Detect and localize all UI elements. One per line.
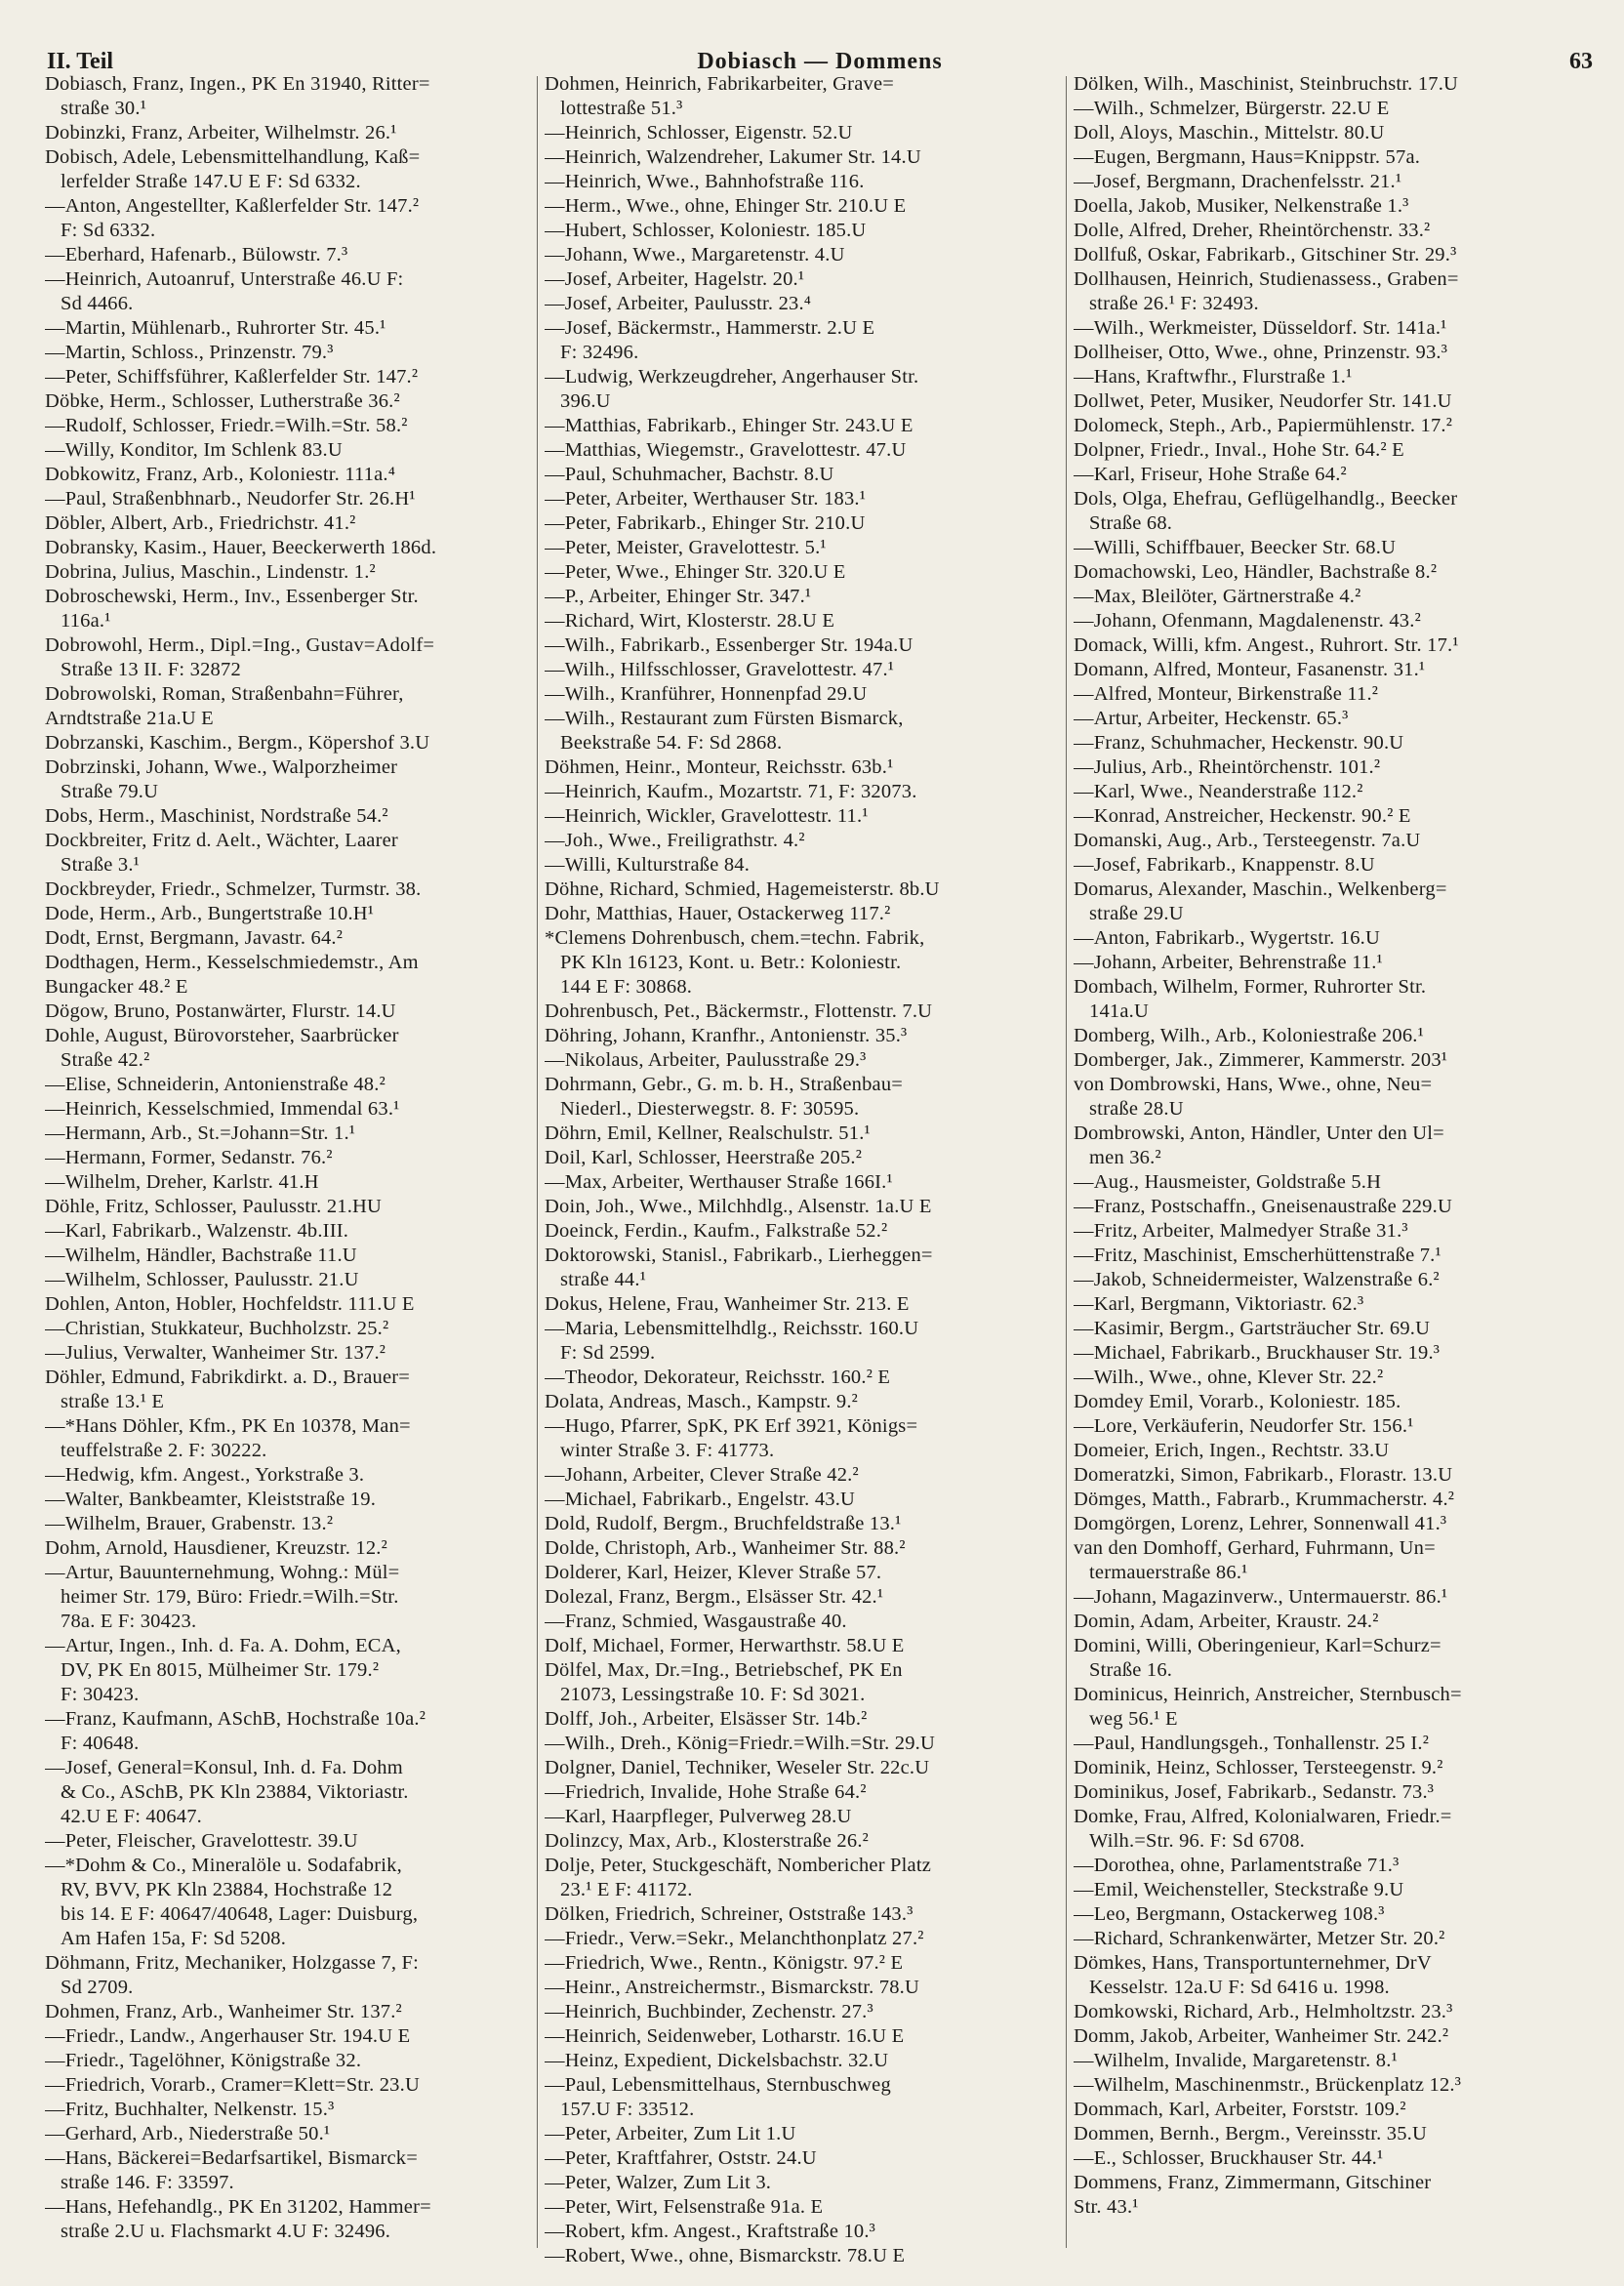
directory-entry-line: straße 13.¹ E <box>61 1391 165 1412</box>
directory-entry-line: Dohmen, Franz, Arb., Wanheimer Str. 137.² <box>45 2001 402 2022</box>
directory-entry-line: straße 26.¹ F: 32493. <box>1089 293 1259 314</box>
directory-entry-line: —Karl, Wwe., Neanderstraße 112.² <box>1074 781 1363 802</box>
directory-entry-line: Kesselstr. 12a.U F: Sd 6416 u. 1998. <box>1089 1977 1390 1998</box>
page-title: Dobiasch — Dommens <box>697 49 943 74</box>
directory-entry-line: —Peter, Fabrikarb., Ehinger Str. 210.U <box>545 512 866 534</box>
directory-entry-line: —Kasimir, Bergm., Gartsträucher Str. 69.U <box>1074 1318 1431 1339</box>
directory-entry-line: —Heinrich, Wwe., Bahnhofstraße 116. <box>545 171 865 192</box>
directory-entry-line: —Heinz, Expedient, Dickelsbachstr. 32.U <box>545 2050 889 2071</box>
directory-entry-line: Dolata, Andreas, Masch., Kampstr. 9.² <box>545 1391 858 1412</box>
directory-entry-line: Sd 4466. <box>61 293 134 314</box>
directory-entry-line: —Karl, Bergmann, Viktoriastr. 62.³ <box>1074 1293 1364 1315</box>
directory-entry-line: teuffelstraße 2. F: 30222. <box>61 1440 267 1461</box>
directory-entry-line: —Artur, Arbeiter, Heckenstr. 65.³ <box>1074 708 1349 729</box>
directory-entry-line: Dominicus, Heinrich, Anstreicher, Sternbusch= <box>1074 1684 1462 1705</box>
directory-entry-line: —Joh., Wwe., Freiligrathstr. 4.² <box>545 830 805 851</box>
directory-entry-line: Domkowski, Richard, Arb., Helmholtzstr. 23.³ <box>1074 2001 1453 2022</box>
directory-entry-line: —Karl, Haarpfleger, Pulverweg 28.U <box>545 1806 852 1827</box>
directory-entry-line: Dohrmann, Gebr., G. m. b. H., Straßenbau= <box>545 1074 904 1095</box>
directory-entry-line: 21073, Lessingstraße 10. F: Sd 3021. <box>560 1684 866 1705</box>
directory-entry-line: —Konrad, Anstreicher, Heckenstr. 90.² E <box>1074 805 1411 827</box>
directory-entry-line: —Nikolaus, Arbeiter, Paulusstraße 29.³ <box>545 1049 867 1071</box>
directory-entry-line: lerfelder Straße 147.U E F: Sd 6332. <box>61 171 361 192</box>
directory-entry-line: Domberger, Jak., Zimmerer, Kammerstr. 203¹ <box>1074 1049 1448 1071</box>
directory-entry-line: —Peter, Wirt, Felsenstraße 91a. E <box>545 2196 824 2218</box>
directory-entry-line: —Wilh., Wwe., ohne, Klever Str. 22.² <box>1074 1367 1384 1388</box>
directory-entry-line: Dominikus, Josef, Fabrikarb., Sedanstr. 73.³ <box>1074 1781 1435 1803</box>
directory-entry-line: Döhmen, Heinr., Monteur, Reichsstr. 63b.¹ <box>545 756 894 778</box>
directory-entry-line: —Josef, Arbeiter, Paulusstr. 23.⁴ <box>545 293 812 314</box>
directory-entry-line: —Artur, Ingen., Inh. d. Fa. A. Dohm, ECA, <box>45 1635 401 1656</box>
directory-entry-line: —Hugo, Pfarrer, SpK, PK Erf 3921, Königs= <box>545 1415 918 1437</box>
directory-entry-line: Dölfel, Max, Dr.=Ing., Betriebschef, PK En <box>545 1659 903 1681</box>
directory-entry-line: Doil, Karl, Schlosser, Heerstraße 205.² <box>545 1147 863 1168</box>
directory-entry-line: —Heinrich, Buchbinder, Zechenstr. 27.³ <box>545 2001 873 2022</box>
directory-entry-line: —Paul, Lebensmittelhaus, Sternbuschweg <box>545 2074 891 2096</box>
directory-entry-line: Dolezal, Franz, Bergm., Elsässer Str. 42.¹ <box>545 1586 884 1608</box>
directory-entry-line: —Friedrich, Invalide, Hohe Straße 64.² <box>545 1781 867 1803</box>
directory-entry-line: 42.U E F: 40647. <box>61 1806 202 1827</box>
directory-entry-line: Domini, Willi, Oberingenieur, Karl=Schurz= <box>1074 1635 1441 1656</box>
directory-entry-line: Wilh.=Str. 96. F: Sd 6708. <box>1089 1830 1305 1852</box>
directory-entry-line: —Martin, Schloss., Prinzenstr. 79.³ <box>45 342 334 363</box>
directory-entry-line: Dombach, Wilhelm, Former, Ruhrorter Str. <box>1074 976 1427 998</box>
directory-entry-line: —Peter, Fleischer, Gravelottestr. 39.U <box>45 1830 358 1852</box>
directory-entry-line: Dollfuß, Oskar, Fabrikarb., Gitschiner Str. 29.³ <box>1074 244 1457 265</box>
directory-entry-line: van den Domhoff, Gerhard, Fuhrmann, Un= <box>1074 1537 1436 1559</box>
directory-entry-line: —Dorothea, ohne, Parlamentstraße 71.³ <box>1074 1855 1400 1876</box>
directory-entry-line: Dohm, Arnold, Hausdiener, Kreuzstr. 12.² <box>45 1537 387 1559</box>
directory-entry-line: —Friedr., Tagelöhner, Königstraße 32. <box>45 2050 362 2071</box>
directory-entry-line: Dobrzinski, Johann, Wwe., Walporzheimer <box>45 756 398 778</box>
directory-entry-line: —Paul, Schuhmacher, Bachstr. 8.U <box>545 464 834 485</box>
directory-entry-line: Bungacker 48.² E <box>45 976 188 998</box>
directory-entry-line: von Dombrowski, Hans, Wwe., ohne, Neu= <box>1074 1074 1433 1095</box>
directory-entry-line: Dobrowohl, Herm., Dipl.=Ing., Gustav=Adolf= <box>45 634 435 656</box>
directory-entry-line: —Franz, Schmied, Wasgaustraße 40. <box>545 1611 847 1632</box>
directory-entry-line: —Peter, Arbeiter, Zum Lit 1.U <box>545 2123 796 2144</box>
directory-entry-line: Dolinzcy, Max, Arb., Klosterstraße 26.² <box>545 1830 870 1852</box>
directory-entry-line: —Hedwig, kfm. Angest., Yorkstraße 3. <box>45 1464 365 1486</box>
directory-entry-line: straße 28.U <box>1089 1098 1184 1120</box>
directory-entry-line: Dommen, Bernh., Bergm., Vereinsstr. 35.U <box>1074 2123 1427 2144</box>
directory-entry-line: —Friedr., Verw.=Sekr., Melanchthonplatz 27.² <box>545 1928 924 1949</box>
directory-entry-line: —Peter, Kraftfahrer, Oststr. 24.U <box>545 2147 817 2169</box>
directory-entry-line: Dold, Rudolf, Bergm., Bruchfeldstraße 13.¹ <box>545 1513 902 1534</box>
directory-entry-line: Dögow, Bruno, Postanwärter, Flurstr. 14.U <box>45 1000 396 1022</box>
directory-entry-line: —Lore, Verkäuferin, Neudorfer Str. 156.¹ <box>1074 1415 1414 1437</box>
directory-entry-line: Arndtstraße 21a.U E <box>45 708 214 729</box>
directory-entry-line: Dommach, Karl, Arbeiter, Forststr. 109.² <box>1074 2099 1406 2120</box>
directory-entry-line: Dobinzki, Franz, Arbeiter, Wilhelmstr. 26.¹ <box>45 122 397 143</box>
directory-entry-line: Domke, Frau, Alfred, Kolonialwaren, Friedr.= <box>1074 1806 1452 1827</box>
directory-entry-line: Doella, Jakob, Musiker, Nelkenstraße 1.³ <box>1074 195 1409 217</box>
directory-entry-line: Dömkes, Hans, Transportunternehmer, DrV <box>1074 1952 1432 1974</box>
directory-entry-line: —Josef, Fabrikarb., Knappenstr. 8.U <box>1074 854 1375 876</box>
directory-entry-line: —Julius, Arb., Rheintörchenstr. 101.² <box>1074 756 1381 778</box>
directory-entry-line: Dobransky, Kasim., Hauer, Beeckerwerth 186d. <box>45 537 437 558</box>
directory-entry-line: —Heinrich, Autoanruf, Unterstraße 46.U F: <box>45 268 404 290</box>
directory-entry-line: Domachowski, Leo, Händler, Bachstraße 8.² <box>1074 561 1438 583</box>
directory-entry-line: Domanski, Aug., Arb., Tersteegenstr. 7a.U <box>1074 830 1421 851</box>
directory-entry-line: —Franz, Kaufmann, ASchB, Hochstraße 10a.² <box>45 1708 426 1730</box>
directory-entry-line: straße 30.¹ <box>61 98 147 119</box>
directory-entry-line: straße 44.¹ <box>560 1269 647 1290</box>
directory-column-2 <box>545 72 1064 2268</box>
directory-entry-line: —Heinrich, Kaufm., Mozartstr. 71, F: 32073. <box>545 781 917 802</box>
directory-entry-line: 23.¹ E F: 41172. <box>560 1879 693 1900</box>
section-label: II. Teil <box>47 49 114 74</box>
directory-entry-line: Dolf, Michael, Former, Herwarthstr. 58.U E <box>545 1635 905 1656</box>
directory-entry-line: Dockbreyder, Friedr., Schmelzer, Turmstr. 38. <box>45 878 422 900</box>
directory-entry-line: Döhring, Johann, Kranfhr., Antonienstr. 35.³ <box>545 1025 908 1046</box>
directory-entry-line: Domann, Alfred, Monteur, Fasanenstr. 31.¹ <box>1074 659 1426 680</box>
directory-entry-line: —Wilhelm, Brauer, Grabenstr. 13.² <box>45 1513 334 1534</box>
directory-entry-line: —Gerhard, Arb., Niederstraße 50.¹ <box>45 2123 331 2144</box>
directory-entry-line: —Hans, Kraftwfhr., Flurstraße 1.¹ <box>1074 366 1353 388</box>
directory-entry-line: Str. 43.¹ <box>1074 2196 1139 2218</box>
directory-entry-line: —Michael, Fabrikarb., Engelstr. 43.U <box>545 1489 856 1510</box>
directory-entry-line: —Alfred, Monteur, Birkenstraße 11.² <box>1074 683 1379 705</box>
directory-entry-line: —Johann, Wwe., Margaretenstr. 4.U <box>545 244 845 265</box>
directory-entry-line: Dobroschewski, Herm., Inv., Essenberger Str. <box>45 586 419 607</box>
directory-entry-line: —Wilh., Kranführer, Honnenpfad 29.U <box>545 683 868 705</box>
directory-entry-line: Döhle, Fritz, Schlosser, Paulusstr. 21.HU <box>45 1196 383 1217</box>
directory-entry-line: —Matthias, Fabrikarb., Ehinger Str. 243.U E <box>545 415 914 436</box>
directory-entry-line: —Peter, Schiffsführer, Kaßlerfelder Str. 147.² <box>45 366 419 388</box>
directory-entry-line: —Wilh., Hilfsschlosser, Gravelottestr. 47.¹ <box>545 659 895 680</box>
directory-entry-line: termauerstraße 86.¹ <box>1089 1562 1248 1583</box>
directory-entry-line: —Peter, Arbeiter, Werthauser Str. 183.¹ <box>545 488 867 510</box>
directory-entry-line: —Karl, Friseur, Hohe Straße 64.² <box>1074 464 1347 485</box>
directory-entry-line: —Rudolf, Schlosser, Friedr.=Wilh.=Str. 58.² <box>45 415 408 436</box>
directory-entry-line: Dollheiser, Otto, Wwe., ohne, Prinzenstr. 93.³ <box>1074 342 1448 363</box>
directory-entry-line: —Max, Bleilöter, Gärtnerstraße 4.² <box>1074 586 1361 607</box>
directory-entry-line: —Wilhelm, Händler, Bachstraße 11.U <box>45 1245 357 1266</box>
directory-entry-line: —Peter, Wwe., Ehinger Str. 320.U E <box>545 561 846 583</box>
directory-entry-line: —Johann, Ofenmann, Magdalenenstr. 43.² <box>1074 610 1421 632</box>
directory-entry-line: Doin, Joh., Wwe., Milchhdlg., Alsenstr. 1a.U E <box>545 1196 932 1217</box>
directory-entry-line: —Christian, Stukkateur, Buchholzstr. 25.² <box>45 1318 389 1339</box>
directory-entry-line: straße 2.U u. Flachsmarkt 4.U F: 32496. <box>61 2221 391 2242</box>
directory-entry-line: —Josef, Bäckermstr., Hammerstr. 2.U E <box>545 317 875 339</box>
directory-entry-line: Döhler, Edmund, Fabrikdirkt. a. D., Brauer= <box>45 1367 411 1388</box>
directory-entry-line: —Johann, Magazinverw., Untermauerstr. 86.¹ <box>1074 1586 1448 1608</box>
directory-entry-line: Dohmen, Heinrich, Fabrikarbeiter, Grave= <box>545 73 895 95</box>
directory-entry-line: —Hermann, Arb., St.=Johann=Str. 1.¹ <box>45 1123 356 1144</box>
directory-entry-line: 78a. E F: 30423. <box>61 1611 197 1632</box>
directory-entry-line: lottestraße 51.³ <box>560 98 683 119</box>
directory-entry-line: Döhrn, Emil, Kellner, Realschulstr. 51.¹ <box>545 1123 871 1144</box>
directory-entry-line: —Heinrich, Wickler, Gravelottestr. 11.¹ <box>545 805 869 827</box>
directory-entry-line: —Wilh., Fabrikarb., Essenberger Str. 194a.U <box>545 634 914 656</box>
directory-entry-line: Dohle, August, Bürovorsteher, Saarbrücker <box>45 1025 399 1046</box>
directory-entry-line: —Heinrich, Kesselschmied, Immendal 63.¹ <box>45 1098 400 1120</box>
directory-entry-line: & Co., ASchB, PK Kln 23884, Viktoriastr. <box>61 1781 409 1803</box>
directory-entry-line: bis 14. E F: 40647/40648, Lager: Duisburg, <box>61 1903 419 1925</box>
directory-entry-line: Döhne, Richard, Schmied, Hagemeisterstr. 8b.U <box>545 878 940 900</box>
directory-entry-line: Döbke, Herm., Schlosser, Lutherstraße 36.² <box>45 390 400 412</box>
directory-entry-line: —Anton, Fabrikarb., Wygertstr. 16.U <box>1074 927 1380 949</box>
directory-entry-line: —Heinrich, Walzendreher, Lakumer Str. 14.U <box>545 146 921 168</box>
directory-entry-line: Dolpner, Friedr., Inval., Hohe Str. 64.² E <box>1074 439 1404 461</box>
directory-entry-line: DV, PK En 8015, Mülheimer Str. 179.² <box>61 1659 380 1681</box>
directory-entry-line: —Franz, Postschaffn., Gneisenaustraße 229.U <box>1074 1196 1452 1217</box>
directory-entry-line: —Wilh., Schmelzer, Bürgerstr. 22.U E <box>1074 98 1390 119</box>
directory-entry-line: Dobrina, Julius, Maschin., Lindenstr. 1.² <box>45 561 376 583</box>
directory-entry-line: —Fritz, Maschinist, Emscherhüttenstraße 7.¹ <box>1074 1245 1441 1266</box>
directory-entry-line: —Herm., Wwe., ohne, Ehinger Str. 210.U E <box>545 195 907 217</box>
directory-entry-line: —Julius, Verwalter, Wanheimer Str. 137.² <box>45 1342 386 1364</box>
directory-entry-line: —Walter, Bankbeamter, Kleiststraße 19. <box>45 1489 377 1510</box>
directory-entry-line: 141a.U <box>1089 1000 1149 1022</box>
directory-entry-line: Dodt, Ernst, Bergmann, Javastr. 64.² <box>45 927 344 949</box>
directory-entry-line: Straße 79.U <box>61 781 159 802</box>
directory-entry-line: Dömges, Matth., Fabrarb., Krummacherstr. 4.² <box>1074 1489 1455 1510</box>
directory-entry-line: —Friedrich, Wwe., Rentn., Königstr. 97.² E <box>545 1952 904 1974</box>
directory-entry-line: Dockbreiter, Fritz d. Aelt., Wächter, Laarer <box>45 830 398 851</box>
directory-entry-line: Dolderer, Karl, Heizer, Klever Straße 57. <box>545 1562 882 1583</box>
directory-entry-line: Dobisch, Adele, Lebensmittelhandlung, Kaß= <box>45 146 421 168</box>
directory-entry-line: F: 32496. <box>560 342 639 363</box>
directory-entry-line: F: 40648. <box>61 1733 140 1754</box>
directory-entry-line: —Eugen, Bergmann, Haus=Knippstr. 57a. <box>1074 146 1421 168</box>
directory-entry-line: Dominik, Heinz, Schlosser, Tersteegenstr. 9.² <box>1074 1757 1443 1778</box>
directory-entry-line: —Leo, Bergmann, Ostackerweg 108.³ <box>1074 1903 1385 1925</box>
directory-entry-line: Dodthagen, Herm., Kesselschmiedemstr., Am <box>45 952 419 973</box>
directory-entry-line: Dolle, Alfred, Dreher, Rheintörchenstr. 33.² <box>1074 220 1431 241</box>
directory-entry-line: Dobiasch, Franz, Ingen., PK En 31940, Ritter= <box>45 73 430 95</box>
directory-entry-line: F: Sd 6332. <box>61 220 156 241</box>
directory-entry-line: Dols, Olga, Ehefrau, Geflügelhandlg., Beecker <box>1074 488 1458 510</box>
directory-entry-line: 144 E F: 30868. <box>560 976 693 998</box>
directory-entry-line: Dölken, Wilh., Maschinist, Steinbruchstr. 17.U <box>1074 73 1459 95</box>
directory-entry-line: —Wilhelm, Invalide, Margaretenstr. 8.¹ <box>1074 2050 1398 2071</box>
directory-entry-line: Dokus, Helene, Frau, Wanheimer Str. 213. E <box>545 1293 910 1315</box>
directory-entry-line: —Willi, Schiffbauer, Beecker Str. 68.U <box>1074 537 1397 558</box>
directory-entry-line: straße 29.U <box>1089 903 1184 924</box>
directory-entry-line: Dombrowski, Anton, Händler, Unter den Ul= <box>1074 1123 1444 1144</box>
directory-entry-line: heimer Str. 179, Büro: Friedr.=Wilh.=Str. <box>61 1586 399 1608</box>
directory-entry-line: —Wilhelm, Schlosser, Paulusstr. 21.U <box>45 1269 359 1290</box>
directory-entry-line: Straße 68. <box>1089 512 1173 534</box>
directory-entry-line: Dölken, Friedrich, Schreiner, Oststraße 143.³ <box>545 1903 914 1925</box>
directory-entry-line: —Richard, Schrankenwärter, Metzer Str. 20.² <box>1074 1928 1445 1949</box>
directory-entry-line: —Friedr., Landw., Angerhauser Str. 194.U E <box>45 2025 411 2047</box>
directory-entry-line: —Peter, Walzer, Zum Lit 3. <box>545 2172 772 2193</box>
directory-entry-line: —Wilhelm, Dreher, Karlstr. 41.H <box>45 1171 319 1193</box>
directory-entry-line: —Friedrich, Vorarb., Cramer=Klett=Str. 23.U <box>45 2074 420 2096</box>
directory-entry-line: winter Straße 3. F: 41773. <box>560 1440 775 1461</box>
directory-entry-line: Dobrzanski, Kaschim., Bergm., Köpershof 3.U <box>45 732 430 754</box>
directory-entry-line: straße 146. F: 33597. <box>61 2172 234 2193</box>
directory-entry-line: Straße 42.² <box>61 1049 150 1071</box>
directory-entry-line: Doll, Aloys, Maschin., Mittelstr. 80.U <box>1074 122 1385 143</box>
directory-entry-line: Dobkowitz, Franz, Arb., Koloniestr. 111a.⁴ <box>45 464 396 485</box>
directory-entry-line: Dollhausen, Heinrich, Studienassess., Graben= <box>1074 268 1459 290</box>
directory-entry-line: —Peter, Meister, Gravelottestr. 5.¹ <box>545 537 827 558</box>
directory-entry-line: F: 30423. <box>61 1684 140 1705</box>
directory-entry-line: —Paul, Handlungsgeh., Tonhallenstr. 25 I.² <box>1074 1733 1430 1754</box>
directory-entry-line: Domgörgen, Lorenz, Lehrer, Sonnenwall 41.³ <box>1074 1513 1447 1534</box>
directory-entry-line: Domberg, Wilh., Arb., Koloniestraße 206.¹ <box>1074 1025 1424 1046</box>
directory-entry-line: Sd 2709. <box>61 1977 134 1998</box>
directory-entry-line: —Heinr., Anstreichermstr., Bismarckstr. 78.U <box>545 1977 920 1998</box>
directory-entry-line: Dolff, Joh., Arbeiter, Elsässer Str. 14b.² <box>545 1708 868 1730</box>
directory-entry-line: Straße 16. <box>1089 1659 1173 1681</box>
directory-entry-line: Beekstraße 54. F: Sd 2868. <box>560 732 783 754</box>
directory-entry-line: —Aug., Hausmeister, Goldstraße 5.H <box>1074 1171 1382 1193</box>
directory-entry-line: —Elise, Schneiderin, Antonienstraße 48.² <box>45 1074 386 1095</box>
directory-entry-line: —Eberhard, Hafenarb., Bülowstr. 7.³ <box>45 244 348 265</box>
directory-entry-line: Dode, Herm., Arb., Bungertstraße 10.H¹ <box>45 903 375 924</box>
directory-entry-line: —Fritz, Buchhalter, Nelkenstr. 15.³ <box>45 2099 335 2120</box>
directory-entry-line: Domeier, Erich, Ingen., Rechtstr. 33.U <box>1074 1440 1390 1461</box>
directory-entry-line: —Willi, Kulturstraße 84. <box>545 854 751 876</box>
directory-entry-line: Straße 13 II. F: 32872 <box>61 659 241 680</box>
directory-entry-line: PK Kln 16123, Kont. u. Betr.: Koloniestr. <box>560 952 902 973</box>
column-divider <box>1066 76 1067 2248</box>
directory-entry-line: —Wilh., Werkmeister, Düsseldorf. Str. 141a.¹ <box>1074 317 1447 339</box>
directory-entry-line: —Hans, Bäckerei=Bedarfsartikel, Bismarck= <box>45 2147 418 2169</box>
directory-entry-line: —P., Arbeiter, Ehinger Str. 347.¹ <box>545 586 812 607</box>
directory-entry-line: F: Sd 2599. <box>560 1342 656 1364</box>
directory-entry-line: Domm, Jakob, Arbeiter, Wanheimer Str. 242.² <box>1074 2025 1449 2047</box>
directory-entry-line: —*Dohm & Co., Mineralöle u. Sodafabrik, <box>45 1855 402 1876</box>
directory-entry-line: Dolomeck, Steph., Arb., Papiermühlenstr. 17.² <box>1074 415 1453 436</box>
directory-entry-line: —Heinrich, Schlosser, Eigenstr. 52.U <box>545 122 853 143</box>
directory-column-3 <box>1074 72 1593 2220</box>
directory-entry-line: Domdey Emil, Vorarb., Koloniestr. 185. <box>1074 1391 1401 1412</box>
directory-entry-line: 157.U F: 33512. <box>560 2099 695 2120</box>
directory-entry-line: Dobs, Herm., Maschinist, Nordstraße 54.² <box>45 805 388 827</box>
directory-entry-line: —Wilh., Dreh., König=Friedr.=Wilh.=Str. 29.U <box>545 1733 935 1754</box>
directory-entry-line: —E., Schlosser, Bruckhauser Str. 44.¹ <box>1074 2147 1384 2169</box>
directory-entry-line: —Michael, Fabrikarb., Bruckhauser Str. 19.³ <box>1074 1342 1441 1364</box>
directory-entry-line: —Karl, Fabrikarb., Walzenstr. 4b.III. <box>45 1220 349 1242</box>
directory-entry-line: Dolde, Christoph, Arb., Wanheimer Str. 88.² <box>545 1537 906 1559</box>
directory-entry-line: —Martin, Mühlenarb., Ruhrorter Str. 45.¹ <box>45 317 386 339</box>
directory-entry-line: Döbler, Albert, Arb., Friedrichstr. 41.² <box>45 512 356 534</box>
directory-entry-line: Domack, Willi, kfm. Angest., Ruhrort. Str. 17.¹ <box>1074 634 1459 656</box>
directory-entry-line: Dommens, Franz, Zimmermann, Gitschiner <box>1074 2172 1432 2193</box>
directory-entry-line: —Paul, Straßenbhnarb., Neudorfer Str. 26.H¹ <box>45 488 416 510</box>
directory-entry-line: —Heinrich, Seidenweber, Lotharstr. 16.U E <box>545 2025 905 2047</box>
directory-entry-line: Domin, Adam, Arbeiter, Kraustr. 24.² <box>1074 1611 1379 1632</box>
directory-entry-line: —Franz, Schuhmacher, Heckenstr. 90.U <box>1074 732 1404 754</box>
directory-entry-line: Döhmann, Fritz, Mechaniker, Holzgasse 7, F: <box>45 1952 419 1974</box>
directory-entry-line: —Johann, Arbeiter, Clever Straße 42.² <box>545 1464 859 1486</box>
directory-entry-line: —Maria, Lebensmittelhdlg., Reichsstr. 160.U <box>545 1318 919 1339</box>
directory-entry-line: —Jakob, Schneidermeister, Walzenstraße 6.² <box>1074 1269 1440 1290</box>
directory-entry-line: —Johann, Arbeiter, Behrenstraße 11.¹ <box>1074 952 1383 973</box>
directory-entry-line: Dollwet, Peter, Musiker, Neudorfer Str. 141.U <box>1074 390 1452 412</box>
directory-entry-line: —Emil, Weichensteller, Steckstraße 9.U <box>1074 1879 1404 1900</box>
directory-entry-line: Doeinck, Ferdin., Kaufm., Falkstraße 52.² <box>545 1220 888 1242</box>
directory-entry-line: —Hermann, Former, Sedanstr. 76.² <box>45 1147 333 1168</box>
directory-entry-line: Dohr, Matthias, Hauer, Ostackerweg 117.² <box>545 903 891 924</box>
directory-entry-line: —Josef, General=Konsul, Inh. d. Fa. Dohm <box>45 1757 403 1778</box>
directory-entry-line: Domeratzki, Simon, Fabrikarb., Florastr. 13.U <box>1074 1464 1453 1486</box>
directory-entry-line: —Hubert, Schlosser, Koloniestr. 185.U <box>545 220 867 241</box>
directory-entry-line: —Robert, Wwe., ohne, Bismarckstr. 78.U E <box>545 2245 906 2266</box>
directory-entry-line: Dobrowolski, Roman, Straßenbahn=Führer, <box>45 683 404 705</box>
directory-entry-line: —Max, Arbeiter, Werthauser Straße 166I.¹ <box>545 1171 893 1193</box>
directory-entry-line: —Ludwig, Werkzeugdreher, Angerhauser Str. <box>545 366 919 388</box>
directory-entry-line: Dohlen, Anton, Hobler, Hochfeldstr. 111.U E <box>45 1293 415 1315</box>
directory-entry-line: Dolgner, Daniel, Techniker, Weseler Str. 22c.U <box>545 1757 930 1778</box>
directory-entry-line: —Willy, Konditor, Im Schlenk 83.U <box>45 439 343 461</box>
page-number: 63 <box>1569 49 1593 74</box>
directory-entry-line: Niederl., Diesterwegstr. 8. F: 30595. <box>560 1098 860 1120</box>
directory-entry-line: —Artur, Bauunternehmung, Wohng.: Mül= <box>45 1562 400 1583</box>
directory-entry-line: —Wilh., Restaurant zum Fürsten Bismarck, <box>545 708 904 729</box>
directory-entry-line: —Matthias, Wiegemstr., Gravelottestr. 47.U <box>545 439 907 461</box>
directory-entry-line: —Richard, Wirt, Klosterstr. 28.U E <box>545 610 835 632</box>
directory-entry-line: 396.U <box>560 390 611 412</box>
directory-entry-line: —Theodor, Dekorateur, Reichsstr. 160.² E <box>545 1367 891 1388</box>
directory-column-1 <box>45 72 564 2244</box>
directory-entry-line: Doktorowski, Stanisl., Fabrikarb., Lierheggen= <box>545 1245 933 1266</box>
directory-entry-line: —Robert, kfm. Angest., Kraftstraße 10.³ <box>545 2221 876 2242</box>
directory-entry-line: —Wilhelm, Maschinenmstr., Brückenplatz 12.³ <box>1074 2074 1462 2096</box>
directory-entry-line: Am Hafen 15a, F: Sd 5208. <box>61 1928 287 1949</box>
directory-entry-line: Dolje, Peter, Stuckgeschäft, Nombericher Platz <box>545 1855 932 1876</box>
directory-entry-line: weg 56.¹ E <box>1089 1708 1178 1730</box>
directory-entry-line: Straße 3.¹ <box>61 854 141 876</box>
directory-entry-line: men 36.² <box>1089 1147 1161 1168</box>
directory-entry-line: *Clemens Dohrenbusch, chem.=techn. Fabrik, <box>545 927 925 949</box>
directory-entry-line: 116a.¹ <box>61 610 111 632</box>
directory-entry-line: Dohrenbusch, Pet., Bäckermstr., Flottenstr. 7.U <box>545 1000 933 1022</box>
directory-entry-line: —Josef, Arbeiter, Hagelstr. 20.¹ <box>545 268 805 290</box>
directory-entry-line: RV, BVV, PK Kln 23884, Hochstraße 12 <box>61 1879 393 1900</box>
directory-entry-line: —Josef, Bergmann, Drachenfelsstr. 21.¹ <box>1074 171 1402 192</box>
directory-entry-line: —Fritz, Arbeiter, Malmedyer Straße 31.³ <box>1074 1220 1408 1242</box>
directory-entry-line: Domarus, Alexander, Maschin., Welkenberg= <box>1074 878 1447 900</box>
directory-entry-line: —*Hans Döhler, Kfm., PK En 10378, Man= <box>45 1415 411 1437</box>
directory-entry-line: —Hans, Hefehandlg., PK En 31202, Hammer= <box>45 2196 431 2218</box>
directory-entry-line: —Anton, Angestellter, Kaßlerfelder Str. 147.² <box>45 195 420 217</box>
